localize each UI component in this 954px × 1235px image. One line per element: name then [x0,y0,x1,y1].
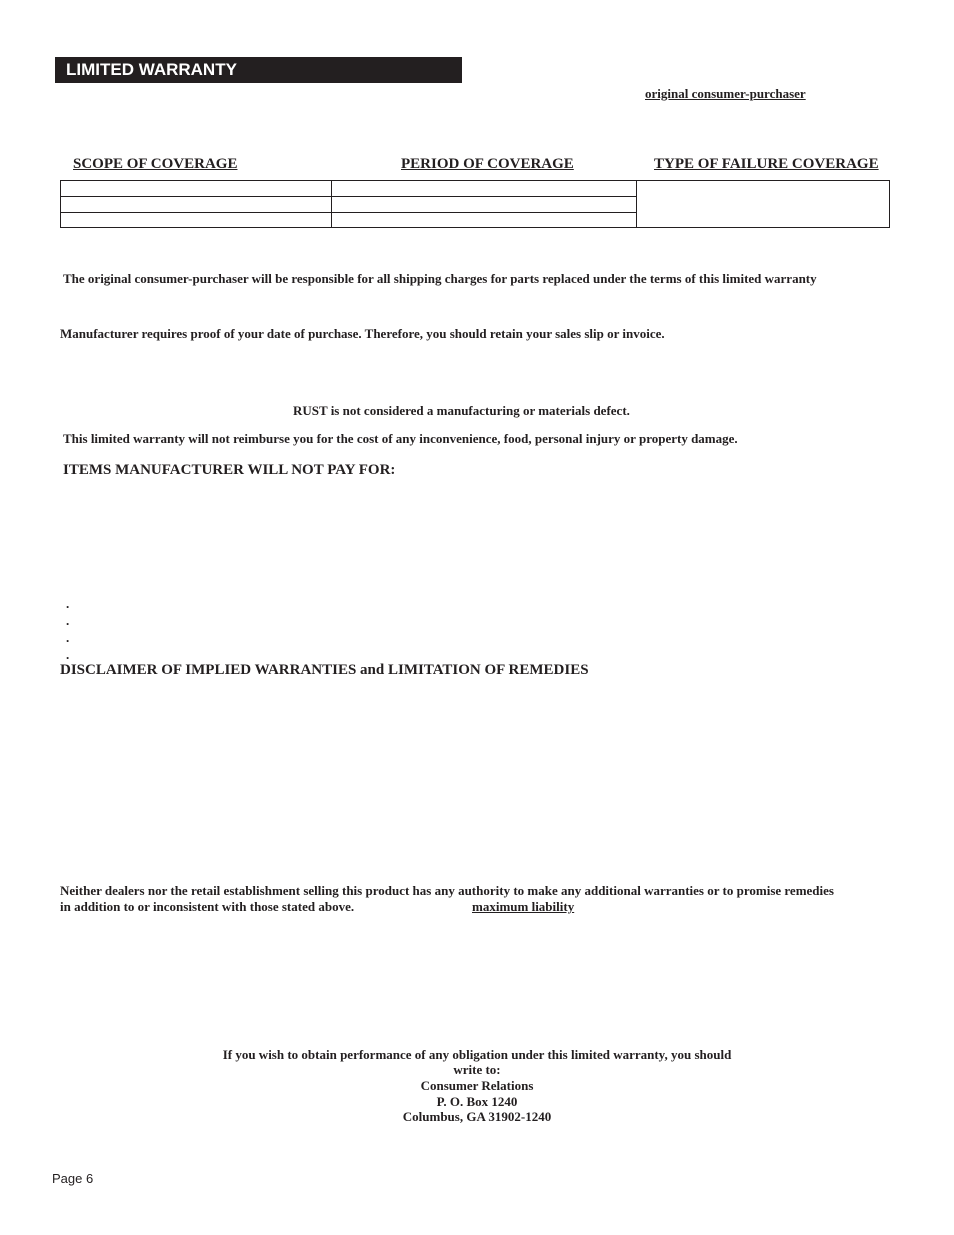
reimbursement-note: This limited warranty will not reimburse you for the cost of any inconvenience, food, personal injury or property damage. [63,431,738,446]
bullet-point: . [66,596,70,611]
contact-department: Consumer Relations [420,1078,534,1093]
table-row-divider [61,196,637,197]
page-number: Page 6 [52,1171,94,1186]
column-header-period: PERIOD OF COVERAGE [401,156,574,172]
contact-po-box: P. O. Box 1240 [436,1094,518,1109]
table-divider [636,181,637,227]
table-row-divider [61,212,637,213]
proof-of-purchase-note: Manufacturer requires proof of your date of purchase. Therefore, you should retain your sales slip or invoice. [60,326,665,341]
rust-note: RUST is not considered a manufacturing or materials defect. [293,403,630,418]
bullet-point: . [66,647,70,662]
bullet-point: . [66,613,70,628]
dealers-authority-note-continued: in addition to or inconsistent with those stated above. [60,899,355,914]
section-title-banner: LIMITED WARRANTY [55,57,462,83]
shipping-charges-note: The original consumer-purchaser will be responsible for all shipping charges for parts replaced under the terms of this limited warranty [63,271,817,286]
coverage-table [60,180,890,228]
bullet-point: . [66,630,70,645]
contact-instructions: If you wish to obtain performance of any obligation under this limited warranty, you should [222,1047,732,1062]
disclaimer-heading: DISCLAIMER OF IMPLIED WARRANTIES and LIMITATION OF REMEDIES [60,662,589,678]
table-divider [331,181,332,227]
column-header-failure-type: TYPE OF FAILURE COVERAGE [654,156,879,172]
term-original-consumer-purchaser: original consumer-purchaser [645,86,806,101]
column-header-scope: SCOPE OF COVERAGE [73,156,238,172]
items-not-covered-heading: ITEMS MANUFACTURER WILL NOT PAY FOR: [63,462,396,478]
term-maximum-liability: maximum liability [472,899,575,914]
dealers-authority-note: Neither dealers nor the retail establishment selling this product has any authority to make any additional warranties or to promise remedies [60,883,834,898]
contact-city-zip: Columbus, GA 31902-1240 [402,1109,552,1124]
contact-instructions-continued: write to: [453,1062,501,1077]
